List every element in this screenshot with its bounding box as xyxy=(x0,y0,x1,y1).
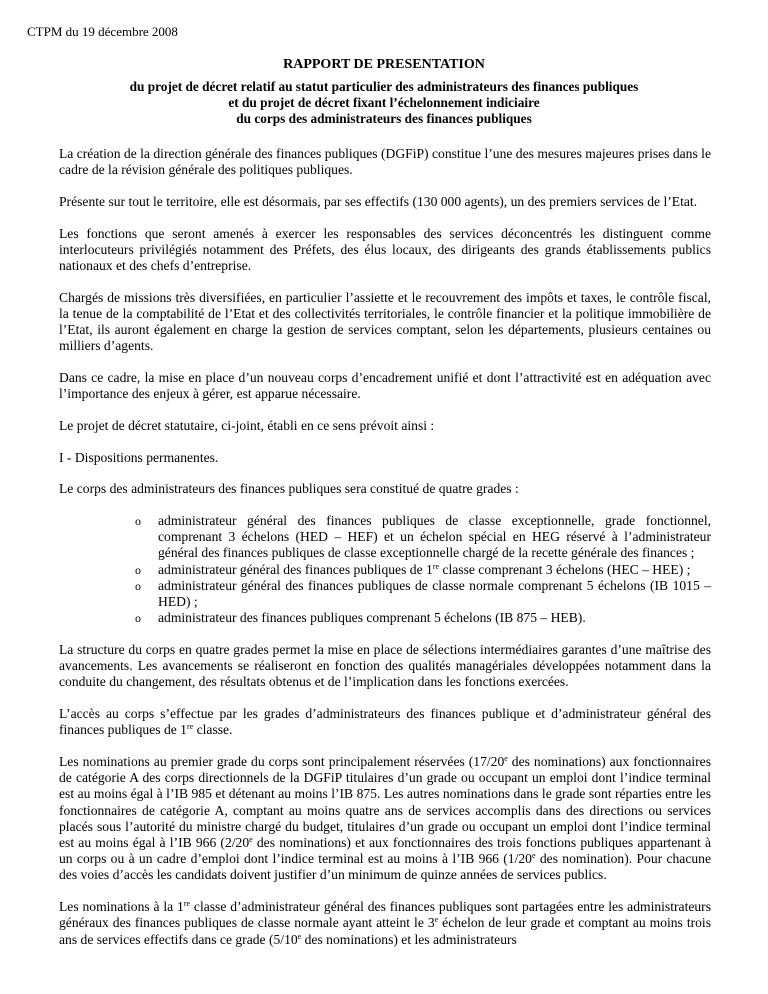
bullet-marker: o xyxy=(135,611,141,626)
paragraph xyxy=(59,754,711,884)
paragraph: Les fonctions que seront amenés à exercer les responsables des services déconcentrés les distinguent comme interlocuteurs privilégiés notamment des Préfets, des élus locaux, des dirigeants des grands établissements publics nationaux et des chefs d’entreprise. xyxy=(59,225,711,274)
list-item-text: administrateur général des finances publiques de classe normale comprenant 5 échelons (IB 1015 – HED) ; xyxy=(158,577,711,610)
text-run: Les nominations au premier grade du corps sont principalement réservées (17/20 xyxy=(59,753,505,769)
paragraph: Le projet de décret statutaire, ci-joint, établi en ce sens prévoit ainsi : xyxy=(59,417,435,433)
paragraph: Le corps des administrateurs des finances publiques sera constitué de quatre grades : xyxy=(59,481,519,497)
list-item xyxy=(59,610,711,626)
text-run: classe d’administrateur général des finances publiques sont partagées entre les administrateurs généraux des finances publiques de classe normale ayant atteint le 3 xyxy=(59,899,711,931)
paragraph: Présente sur tout le territoire, elle est désormais, par ses effectifs (130 000 agents), un des premiers services de l’Etat. xyxy=(59,193,698,209)
text-run: des nomination). Pour chacune des voies d’accès les candidats doivent justifier d’un minimum de quinze années de services publics. xyxy=(59,851,711,883)
text-run: des nominations) et aux fonctionnaires des trois fonctions publiques appartenant à un corps ou à un cadre d’emploi dont l’indice terminal est au moins à l’IB 966 (1/20 xyxy=(59,835,711,867)
paragraph xyxy=(59,706,711,738)
text-run: des nominations) aux fonctionnaires de catégorie A des corps directionnels de la DGFiP titulaires d’un grade ou occupant un emploi dont l’indice terminal est au moins égal à l’IB 985 et détenant au moins l’IB 875. Les autres nominations dans le grade sont réparties entre les fonctionnaires de catégorie A, comptant au moins quatre ans de services accomplis dans des directions ou services placés sous l’autorité du ministre chargé du budget, titulaires d’un grade ou occupant un emploi dont l’indice terminal est au moins égal à l’IB 966 (2/20 xyxy=(59,753,711,850)
document-title: RAPPORT DE PRESENTATION xyxy=(283,57,485,72)
text-run: L’accès au corps s’effectue par les grades d’administrateurs des finances publique et d’administrateur général des finances publiques de 1 xyxy=(59,706,711,738)
superscript: e xyxy=(249,835,253,844)
superscript: re xyxy=(183,899,191,909)
text-run: échelon de leur grade et comptant au moins trois ans de services effectifs dans ce grade (5/10 xyxy=(59,915,711,947)
list-item-text: administrateur général des finances publiques de classe exceptionnelle, grade fonctionnel, comprenant 3 échelons (HED – HEF) et un échelon spécial en HEG réservé à l’administrateur général des finances publiques de classe exceptionnelle chargé de la recette générale des finances ; xyxy=(158,513,711,561)
bullet-marker: o xyxy=(135,562,141,577)
list-item xyxy=(59,513,711,562)
text-run: Les nominations à la 1 xyxy=(59,899,184,915)
list-item xyxy=(59,562,711,578)
superscript: e xyxy=(297,931,302,941)
document-subtitle xyxy=(0,79,768,127)
paragraph xyxy=(59,899,711,948)
superscript: re xyxy=(432,561,440,571)
text-run: des nominations) et les administrateurs xyxy=(301,931,517,947)
superscript: e xyxy=(531,851,536,861)
subtitle-line: du corps des administrateurs des finances publiques xyxy=(236,111,532,126)
list-item-text xyxy=(158,562,690,577)
grades-list xyxy=(59,513,711,626)
paragraph: La création de la direction générale des finances publiques (DGFiP) constitue l’une des mesures majeures prises dans le cadre de la révision générale des politiques publiques. xyxy=(59,146,711,178)
list-item xyxy=(59,578,711,610)
text-run: classe comprenant 3 échelons (HEC – HEE) ; xyxy=(439,561,691,577)
paragraph: Chargés de missions très diversifiées, en particulier l’assiette et le recouvrement des impôts et taxes, le contrôle fiscal, la tenue de la comptabilité de l’Etat et des collectivités territoriales, le contrôle financier et la politique immobilière de l’Etat, ils auront également en charge la gestion de services comptant, selon les départements, plusieurs centaines ou milliers d’agents. xyxy=(59,289,711,354)
text-run: administrateur général des finances publiques de 1 xyxy=(158,561,433,577)
bullet-marker: o xyxy=(135,514,141,529)
subtitle-line: du projet de décret relatif au statut particulier des administrateurs des finances publiques xyxy=(129,79,639,94)
subtitle-line: et du projet de décret fixant l’échelonnement indiciaire xyxy=(228,95,540,110)
superscript: e xyxy=(504,753,508,763)
document-header: CTPM du 19 décembre 2008 xyxy=(27,24,178,39)
bullet-marker: o xyxy=(135,578,141,593)
superscript: re xyxy=(186,722,194,732)
text-run: classe. xyxy=(193,722,233,738)
superscript: e xyxy=(434,915,439,925)
list-item-text: administrateur des finances publiques comprenant 5 échelons (IB 875 – HEB). xyxy=(158,610,586,626)
document-body xyxy=(59,146,711,963)
paragraph: La structure du corps en quatre grades permet la mise en place de sélections intermédiaires garantes d’une maîtrise des avancements. Les avancements se réaliseront en fonction des qualités managériales développées notamment dans la conduite du changement, des résultats obtenus et de l’implication dans les fonctions exercées. xyxy=(59,641,711,690)
section-heading: I - Dispositions permanentes. xyxy=(59,449,219,465)
paragraph: Dans ce cadre, la mise en place d’un nouveau corps d’encadrement unifié et dont l’attractivité est en adéquation avec l’importance des enjeux à gérer, est apparue nécessaire. xyxy=(59,370,711,402)
